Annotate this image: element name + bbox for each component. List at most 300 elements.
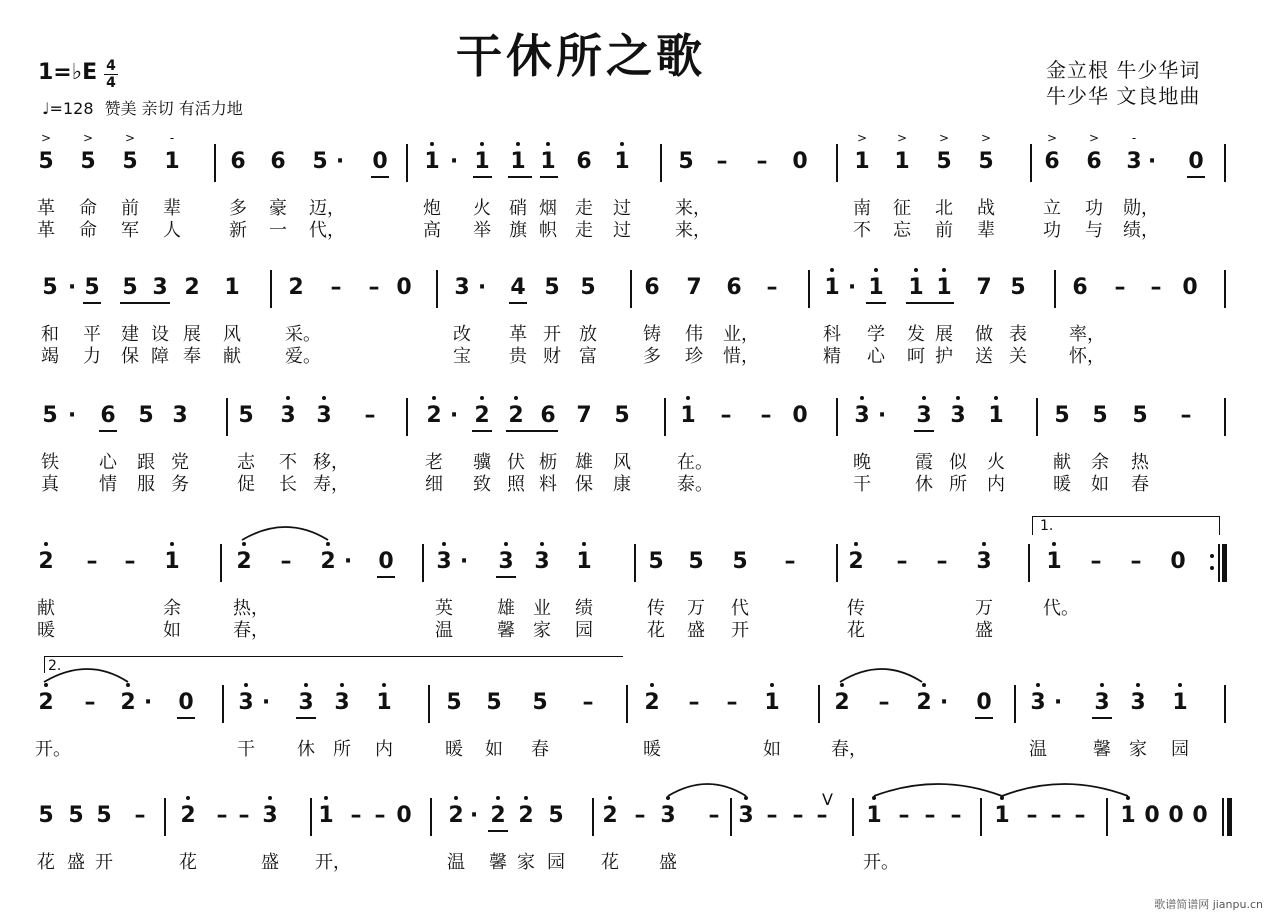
lyric-syllable: 放 bbox=[579, 324, 597, 345]
barline bbox=[226, 398, 228, 436]
note: – bbox=[86, 549, 98, 574]
note: 5 bbox=[1054, 403, 1070, 428]
high-octave-dot bbox=[1036, 683, 1040, 687]
lyric-syllable: 建 bbox=[121, 324, 139, 345]
lyric-syllable: 铁 bbox=[41, 452, 59, 473]
lyric-syllable: 过 bbox=[613, 220, 631, 241]
note: · bbox=[261, 690, 271, 715]
accent-mark: - bbox=[169, 131, 175, 145]
lyric-syllable: 内 bbox=[987, 474, 1005, 495]
lyric-syllable: 战 bbox=[977, 198, 995, 219]
lyric-syllable: 情 bbox=[99, 474, 117, 495]
lyric-syllable: 竭 bbox=[41, 346, 59, 367]
high-octave-dot bbox=[874, 268, 878, 272]
note: 1 bbox=[424, 149, 440, 174]
barline bbox=[214, 144, 216, 182]
note: – bbox=[766, 803, 778, 828]
lyric-syllable: 花 bbox=[847, 620, 865, 641]
note: – bbox=[1114, 275, 1126, 300]
accent-mark: > bbox=[980, 131, 992, 145]
lyric-syllable: 呵 bbox=[907, 346, 925, 367]
note: 3 bbox=[316, 403, 332, 428]
barline bbox=[270, 270, 272, 308]
accent-mark: > bbox=[40, 131, 52, 145]
lyric-syllable: 人 bbox=[163, 220, 181, 241]
eighth-underline bbox=[83, 302, 101, 304]
lyric-syllable: 富 bbox=[579, 346, 597, 367]
note: 1 bbox=[854, 149, 870, 174]
lyric-syllable: 献 bbox=[223, 346, 241, 367]
lyric-syllable: 照 bbox=[507, 474, 525, 495]
barline bbox=[406, 398, 408, 436]
high-octave-dot bbox=[44, 683, 48, 687]
lyric-syllable: 一 bbox=[269, 220, 287, 241]
note: 1 bbox=[318, 803, 334, 828]
tie-arc bbox=[44, 669, 128, 682]
accent-mark: - bbox=[1131, 131, 1137, 145]
note: 5 bbox=[688, 549, 704, 574]
lyric-syllable: 走 bbox=[575, 198, 593, 219]
eighth-underline bbox=[472, 430, 492, 432]
lyric-syllable: 发 bbox=[907, 324, 925, 345]
note: · bbox=[67, 403, 77, 428]
lyric-syllable: 移， bbox=[313, 452, 349, 473]
high-octave-dot bbox=[1136, 683, 1140, 687]
barline bbox=[1036, 398, 1038, 436]
lyric-syllable: 辈 bbox=[163, 198, 181, 219]
lyric-syllable: 业 bbox=[533, 598, 551, 619]
note: 0 bbox=[1144, 803, 1160, 828]
lyric-syllable: 怀， bbox=[1069, 346, 1105, 367]
high-octave-dot bbox=[942, 268, 946, 272]
lyric-syllable: 花 bbox=[647, 620, 665, 641]
barline bbox=[1030, 144, 1032, 182]
note: 3 bbox=[534, 549, 550, 574]
note: – bbox=[634, 803, 646, 828]
barline bbox=[630, 270, 632, 308]
eighth-underline bbox=[508, 176, 532, 178]
note: – bbox=[330, 275, 342, 300]
lyric-syllable: 党 bbox=[171, 452, 189, 473]
eighth-underline bbox=[99, 430, 117, 432]
barline bbox=[1224, 685, 1226, 723]
note: 6 bbox=[576, 149, 592, 174]
note: 5 bbox=[96, 803, 112, 828]
barline bbox=[430, 798, 432, 836]
high-octave-dot bbox=[480, 142, 484, 146]
high-octave-dot bbox=[914, 268, 918, 272]
high-octave-dot bbox=[650, 683, 654, 687]
note: 2 bbox=[518, 803, 534, 828]
high-octave-dot bbox=[982, 542, 986, 546]
breath-mark: V bbox=[822, 790, 833, 809]
note: – bbox=[350, 803, 362, 828]
note: 3 bbox=[1126, 149, 1142, 174]
note: 2 bbox=[236, 549, 252, 574]
note: · bbox=[877, 403, 887, 428]
lyric-syllable: 科 bbox=[823, 324, 841, 345]
lyric-syllable: 盛 bbox=[659, 852, 677, 873]
eighth-underline bbox=[371, 176, 389, 178]
barline bbox=[634, 544, 636, 582]
lyric-syllable: 开 bbox=[95, 852, 113, 873]
lyric-syllable: 辈 bbox=[977, 220, 995, 241]
note: · bbox=[67, 275, 77, 300]
note: 1 bbox=[614, 149, 630, 174]
lyric-syllable: 来， bbox=[675, 198, 711, 219]
accent-mark: > bbox=[938, 131, 950, 145]
high-octave-dot bbox=[860, 396, 864, 400]
lyric-syllable: 精 bbox=[823, 346, 841, 367]
eighth-underline bbox=[975, 717, 993, 719]
note: 3 bbox=[298, 690, 314, 715]
lyric-syllable: 率， bbox=[1069, 324, 1105, 345]
note: – bbox=[792, 803, 804, 828]
note: 5 bbox=[80, 149, 96, 174]
lyric-syllable: 业， bbox=[723, 324, 759, 345]
note: 3 bbox=[738, 803, 754, 828]
lyric-syllable: 前 bbox=[121, 198, 139, 219]
lyric-syllable: 旗 bbox=[509, 220, 527, 241]
note: 5 bbox=[978, 149, 994, 174]
lyric-syllable: 铸 bbox=[643, 324, 661, 345]
note: 0 bbox=[378, 549, 394, 574]
barline bbox=[808, 270, 810, 308]
note: – bbox=[708, 803, 720, 828]
note: 3 bbox=[1094, 690, 1110, 715]
eighth-underline bbox=[488, 830, 508, 832]
lyric-syllable: 家 bbox=[533, 620, 551, 641]
note: 2 bbox=[834, 690, 850, 715]
lyric-syllable: 余 bbox=[163, 598, 181, 619]
barline bbox=[1224, 270, 1226, 308]
eighth-underline bbox=[1187, 176, 1205, 178]
note: 1 bbox=[868, 275, 884, 300]
time-signature-top: 4 bbox=[106, 58, 116, 74]
note: 1 bbox=[224, 275, 240, 300]
high-octave-dot bbox=[994, 396, 998, 400]
lyric-syllable: 花 bbox=[179, 852, 197, 873]
lyric-syllable: 康 bbox=[613, 474, 631, 495]
lyric-syllable: 在。 bbox=[677, 452, 713, 473]
high-octave-dot bbox=[830, 268, 834, 272]
note: 1 bbox=[510, 149, 526, 174]
lyric-syllable: 长 bbox=[279, 474, 297, 495]
lyric-syllable: 如 bbox=[1091, 474, 1109, 495]
note: 0 bbox=[792, 149, 808, 174]
lyric-syllable: 平 bbox=[83, 324, 101, 345]
lyric-syllable: 泰。 bbox=[677, 474, 713, 495]
high-octave-dot bbox=[126, 683, 130, 687]
high-octave-dot bbox=[922, 683, 926, 687]
lyric-syllable: 馨 bbox=[497, 620, 515, 641]
note: 5 bbox=[42, 403, 58, 428]
lyric-syllable: 奉 bbox=[183, 346, 201, 367]
barline bbox=[422, 544, 424, 582]
lyric-syllable: 新 bbox=[229, 220, 247, 241]
note: 5 bbox=[122, 275, 138, 300]
lyric-syllable: 细 bbox=[425, 474, 443, 495]
lyric-syllable: 展 bbox=[183, 324, 201, 345]
note: – bbox=[936, 549, 948, 574]
note: 6 bbox=[230, 149, 246, 174]
lyric-syllable: 过 bbox=[613, 198, 631, 219]
note: – bbox=[238, 803, 250, 828]
note: 1 bbox=[988, 403, 1004, 428]
lyric-syllable: 如 bbox=[163, 620, 181, 641]
eighth-underline bbox=[906, 302, 954, 304]
high-octave-dot bbox=[922, 396, 926, 400]
lyric-syllable: 展 bbox=[935, 324, 953, 345]
lyric-syllable: 春， bbox=[233, 620, 269, 641]
lyric-syllable: 财 bbox=[543, 346, 561, 367]
note: 1 bbox=[866, 803, 882, 828]
note: 3 bbox=[854, 403, 870, 428]
lyric-syllable: 盛 bbox=[67, 852, 85, 873]
note: 6 bbox=[100, 403, 116, 428]
lyric-syllable: 保 bbox=[121, 346, 139, 367]
lyric-syllable: 迈， bbox=[309, 198, 345, 219]
note: · bbox=[459, 549, 469, 574]
note: 3 bbox=[172, 403, 188, 428]
note: · bbox=[143, 690, 153, 715]
lyric-syllable: 烟 bbox=[539, 198, 557, 219]
note: 5 bbox=[678, 149, 694, 174]
lyric-syllable: 英 bbox=[435, 598, 453, 619]
high-octave-dot bbox=[322, 396, 326, 400]
note: – bbox=[364, 403, 376, 428]
lyric-syllable: 温 bbox=[435, 620, 453, 641]
note: 4 bbox=[510, 275, 526, 300]
lyric-syllable: 春 bbox=[531, 739, 549, 760]
high-octave-dot bbox=[324, 796, 328, 800]
note: 1 bbox=[908, 275, 924, 300]
accent-mark: > bbox=[1088, 131, 1100, 145]
note: 3 bbox=[280, 403, 296, 428]
note: – bbox=[1074, 803, 1086, 828]
note: 3 bbox=[498, 549, 514, 574]
lyric-syllable: 和 bbox=[41, 324, 59, 345]
high-octave-dot bbox=[666, 796, 670, 800]
note: 5 bbox=[84, 275, 100, 300]
lyric-syllable: 风 bbox=[613, 452, 631, 473]
note: 2 bbox=[120, 690, 136, 715]
note: – bbox=[688, 690, 700, 715]
note: 1 bbox=[576, 549, 592, 574]
barline bbox=[1224, 398, 1226, 436]
song-title: 干休所之歌 bbox=[456, 29, 706, 83]
note: 7 bbox=[686, 275, 702, 300]
lyric-syllable: 春， bbox=[831, 739, 867, 760]
note: 0 bbox=[1170, 549, 1186, 574]
lyric-syllable: 盛 bbox=[975, 620, 993, 641]
lyric-syllable: 心 bbox=[867, 346, 885, 367]
high-octave-dot bbox=[432, 396, 436, 400]
lyric-syllable: 开 bbox=[731, 620, 749, 641]
note: 1 bbox=[764, 690, 780, 715]
lyric-syllable: 如 bbox=[763, 739, 781, 760]
barline bbox=[1224, 144, 1226, 182]
accent-mark: > bbox=[82, 131, 94, 145]
high-octave-dot bbox=[840, 683, 844, 687]
note: 3 bbox=[1130, 690, 1146, 715]
lyric-syllable: 馨 bbox=[489, 852, 507, 873]
barline bbox=[980, 798, 982, 836]
note: 1 bbox=[474, 149, 490, 174]
note: – bbox=[216, 803, 228, 828]
lyric-syllable: 障 bbox=[151, 346, 169, 367]
lyric-syllable: 帜 bbox=[539, 220, 557, 241]
accent-mark: > bbox=[124, 131, 136, 145]
lyric-syllable: 干 bbox=[237, 739, 255, 760]
eighth-underline bbox=[509, 302, 527, 304]
repeat-thick-bar bbox=[1222, 544, 1227, 582]
note: 5 bbox=[42, 275, 58, 300]
barline bbox=[836, 544, 838, 582]
note: – bbox=[134, 803, 146, 828]
composer-credit: 牛少华 文良地曲 bbox=[1046, 84, 1201, 108]
lyric-syllable: 功 bbox=[1043, 220, 1061, 241]
high-octave-dot bbox=[854, 542, 858, 546]
note: 5 bbox=[544, 275, 560, 300]
repeat-dot bbox=[1210, 554, 1214, 558]
accent-mark: > bbox=[856, 131, 868, 145]
high-octave-dot bbox=[608, 796, 612, 800]
note: · bbox=[469, 803, 479, 828]
lyricist-credit: 金立根 牛少华词 bbox=[1046, 58, 1201, 82]
lyric-syllable: 勋， bbox=[1123, 198, 1159, 219]
lyric-syllable: 学 bbox=[867, 324, 885, 345]
lyric-syllable: 暖 bbox=[37, 620, 55, 641]
tie-arc bbox=[840, 669, 922, 682]
note: 0 bbox=[396, 803, 412, 828]
note: 0 bbox=[1168, 803, 1184, 828]
note: 1 bbox=[540, 149, 556, 174]
note: 2 bbox=[180, 803, 196, 828]
note: – bbox=[726, 690, 738, 715]
lyric-syllable: 绩 bbox=[575, 598, 593, 619]
note: 0 bbox=[1188, 149, 1204, 174]
accent-mark: > bbox=[896, 131, 908, 145]
note: – bbox=[84, 690, 96, 715]
lyric-syllable: 园 bbox=[547, 852, 565, 873]
watermark: 歌谱简谱网 jianpu.cn bbox=[1154, 898, 1263, 911]
note: 5 bbox=[38, 803, 54, 828]
lyric-syllable: 命 bbox=[79, 198, 97, 219]
barline bbox=[660, 144, 662, 182]
lyric-syllable: 代， bbox=[309, 220, 345, 241]
note: – bbox=[1150, 275, 1162, 300]
note: 3 bbox=[436, 549, 452, 574]
note: – bbox=[896, 549, 908, 574]
high-octave-dot bbox=[516, 142, 520, 146]
barline bbox=[1106, 798, 1108, 836]
note: 6 bbox=[1086, 149, 1102, 174]
note: – bbox=[368, 275, 380, 300]
note: 2 bbox=[490, 803, 506, 828]
lyric-syllable: 军 bbox=[121, 220, 139, 241]
lyric-syllable: 开。 bbox=[35, 739, 71, 760]
high-octave-dot bbox=[1100, 683, 1104, 687]
lyric-syllable: 火 bbox=[987, 452, 1005, 473]
lyric-syllable: 雄 bbox=[575, 452, 593, 473]
lyric-syllable: 革 bbox=[37, 220, 55, 241]
lyric-syllable: 不 bbox=[279, 452, 297, 473]
lyric-syllable: 代。 bbox=[1043, 598, 1079, 619]
key-signature: 1=♭E bbox=[38, 60, 98, 85]
note: 3 bbox=[238, 690, 254, 715]
note: 3 bbox=[152, 275, 168, 300]
barline bbox=[818, 685, 820, 723]
note: 7 bbox=[576, 403, 592, 428]
note: · bbox=[1053, 690, 1063, 715]
lyric-syllable: 北 bbox=[935, 198, 953, 219]
eighth-underline bbox=[377, 576, 395, 578]
lyric-syllable: 暖 bbox=[445, 739, 463, 760]
barline bbox=[852, 798, 854, 836]
eighth-underline bbox=[540, 176, 558, 178]
lyric-syllable: 温 bbox=[447, 852, 465, 873]
repeat-dot bbox=[1210, 566, 1214, 570]
barline bbox=[1014, 685, 1016, 723]
note: · bbox=[335, 149, 345, 174]
lyric-syllable: 多 bbox=[229, 198, 247, 219]
repeat-thin-bar bbox=[1218, 544, 1220, 582]
note: 0 bbox=[1192, 803, 1208, 828]
high-octave-dot bbox=[872, 796, 876, 800]
final-thin-bar bbox=[1222, 798, 1224, 836]
note: 3 bbox=[334, 690, 350, 715]
high-octave-dot bbox=[430, 142, 434, 146]
barline bbox=[310, 798, 312, 836]
note: 2 bbox=[848, 549, 864, 574]
lyric-syllable: 家 bbox=[517, 852, 535, 873]
lyric-syllable: 豪 bbox=[269, 198, 287, 219]
eighth-underline bbox=[177, 717, 195, 719]
note: 0 bbox=[792, 403, 808, 428]
note: 6 bbox=[726, 275, 742, 300]
barline bbox=[406, 144, 408, 182]
high-octave-dot bbox=[744, 796, 748, 800]
high-octave-dot bbox=[170, 542, 174, 546]
lyric-syllable: 馨 bbox=[1093, 739, 1111, 760]
high-octave-dot bbox=[1178, 683, 1182, 687]
note: – bbox=[280, 549, 292, 574]
lyric-syllable: 寿， bbox=[313, 474, 349, 495]
note: – bbox=[766, 275, 778, 300]
note: 5 bbox=[648, 549, 664, 574]
tie-arc bbox=[1002, 784, 1128, 796]
note: 2 bbox=[602, 803, 618, 828]
high-octave-dot bbox=[268, 796, 272, 800]
lyric-syllable: 开， bbox=[315, 852, 351, 873]
note: 3 bbox=[950, 403, 966, 428]
lyric-syllable: 休 bbox=[297, 739, 315, 760]
lyric-syllable: 表 bbox=[1009, 324, 1027, 345]
lyric-syllable: 真 bbox=[41, 474, 59, 495]
lyric-syllable: 珍 bbox=[685, 346, 703, 367]
note: 6 bbox=[1044, 149, 1060, 174]
note: 1 bbox=[994, 803, 1010, 828]
lyric-syllable: 献 bbox=[37, 598, 55, 619]
note: 1 bbox=[1172, 690, 1188, 715]
note: – bbox=[124, 549, 136, 574]
high-octave-dot bbox=[186, 796, 190, 800]
tie-arc bbox=[668, 784, 746, 796]
lyric-syllable: 关 bbox=[1009, 346, 1027, 367]
note: 5 bbox=[936, 149, 952, 174]
note: – bbox=[784, 549, 796, 574]
